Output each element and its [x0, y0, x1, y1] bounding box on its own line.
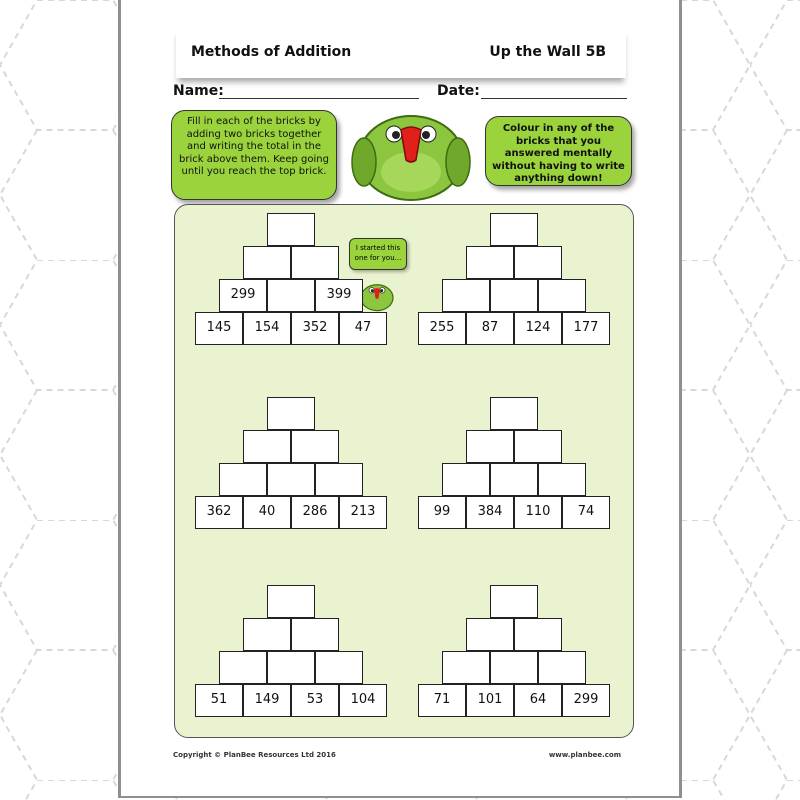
brick-row2[interactable] — [490, 279, 538, 312]
brick-row2[interactable] — [219, 651, 267, 684]
brick-top[interactable] — [267, 397, 315, 430]
brick-row2[interactable] — [315, 651, 363, 684]
brick-bottom: 149 — [243, 684, 291, 717]
parrot-mascot-icon — [346, 100, 476, 218]
brick-bottom: 352 — [291, 312, 339, 345]
brick-row3[interactable] — [243, 430, 291, 463]
brick-bottom: 255 — [418, 312, 466, 345]
brick-row3[interactable] — [466, 246, 514, 279]
brick-bottom: 110 — [514, 496, 562, 529]
brick-row2[interactable] — [442, 463, 490, 496]
brick-bottom: 384 — [466, 496, 514, 529]
brick-bottom: 286 — [291, 496, 339, 529]
brick-row3[interactable] — [243, 246, 291, 279]
brick-row3[interactable] — [243, 618, 291, 651]
brick-bottom: 74 — [562, 496, 610, 529]
brick-row2[interactable] — [490, 463, 538, 496]
brick-bottom: 64 — [514, 684, 562, 717]
brick-row2[interactable] — [219, 463, 267, 496]
brick-bottom: 145 — [195, 312, 243, 345]
brick-bottom: 53 — [291, 684, 339, 717]
brick-bottom: 104 — [339, 684, 387, 717]
brick-bottom: 99 — [418, 496, 466, 529]
brick-row2[interactable] — [267, 279, 315, 312]
brick-row3[interactable] — [291, 618, 339, 651]
brick-row2[interactable] — [442, 279, 490, 312]
worksheet-title: Methods of Addition — [191, 44, 352, 60]
brick-top[interactable] — [490, 397, 538, 430]
brick-bottom: 362 — [195, 496, 243, 529]
title-banner — [176, 28, 626, 78]
brick-bottom: 51 — [195, 684, 243, 717]
brick-bottom: 213 — [339, 496, 387, 529]
brick-bottom: 154 — [243, 312, 291, 345]
brick-top[interactable] — [490, 213, 538, 246]
brick-row2[interactable] — [315, 463, 363, 496]
brick-row3[interactable] — [466, 430, 514, 463]
brick-row3[interactable] — [466, 618, 514, 651]
brick-bottom: 124 — [514, 312, 562, 345]
brick-row2: 399 — [315, 279, 363, 312]
worksheet-page — [118, 0, 682, 798]
instruction-bubble-left: Fill in each of the bricks by adding two bricks together and writing the total in the brick above them. Keep going until you reach the top brick. — [171, 110, 337, 200]
brick-row2[interactable] — [538, 651, 586, 684]
brick-bottom: 47 — [339, 312, 387, 345]
copyright-text: Copyright © PlanBee Resources Ltd 2016 — [173, 751, 336, 759]
name-label: Name: — [173, 83, 224, 99]
worksheet-code: Up the Wall 5B — [489, 44, 606, 60]
hint-bubble: I started this one for you... — [349, 238, 407, 270]
brick-row3[interactable] — [291, 430, 339, 463]
brick-bottom: 87 — [466, 312, 514, 345]
website-text: www.planbee.com — [548, 751, 621, 759]
brick-bottom: 299 — [562, 684, 610, 717]
brick-row3[interactable] — [514, 246, 562, 279]
brick-row2[interactable] — [538, 279, 586, 312]
date-field-line[interactable] — [481, 98, 627, 99]
brick-top[interactable] — [490, 585, 538, 618]
instruction-bubble-right: Colour in any of the bricks that you answered mentally without having to write anything down! — [485, 116, 632, 186]
brick-bottom: 71 — [418, 684, 466, 717]
brick-top[interactable] — [267, 585, 315, 618]
brick-row2[interactable] — [267, 651, 315, 684]
brick-bottom: 40 — [243, 496, 291, 529]
name-field-line[interactable] — [219, 98, 419, 99]
brick-row2[interactable] — [538, 463, 586, 496]
brick-row2[interactable] — [267, 463, 315, 496]
brick-row2[interactable] — [490, 651, 538, 684]
brick-bottom: 101 — [466, 684, 514, 717]
brick-top[interactable] — [267, 213, 315, 246]
brick-row3[interactable] — [514, 430, 562, 463]
brick-row3[interactable] — [514, 618, 562, 651]
brick-row3[interactable] — [291, 246, 339, 279]
date-label: Date: — [437, 83, 480, 99]
brick-row2: 299 — [219, 279, 267, 312]
brick-bottom: 177 — [562, 312, 610, 345]
brick-row2[interactable] — [442, 651, 490, 684]
